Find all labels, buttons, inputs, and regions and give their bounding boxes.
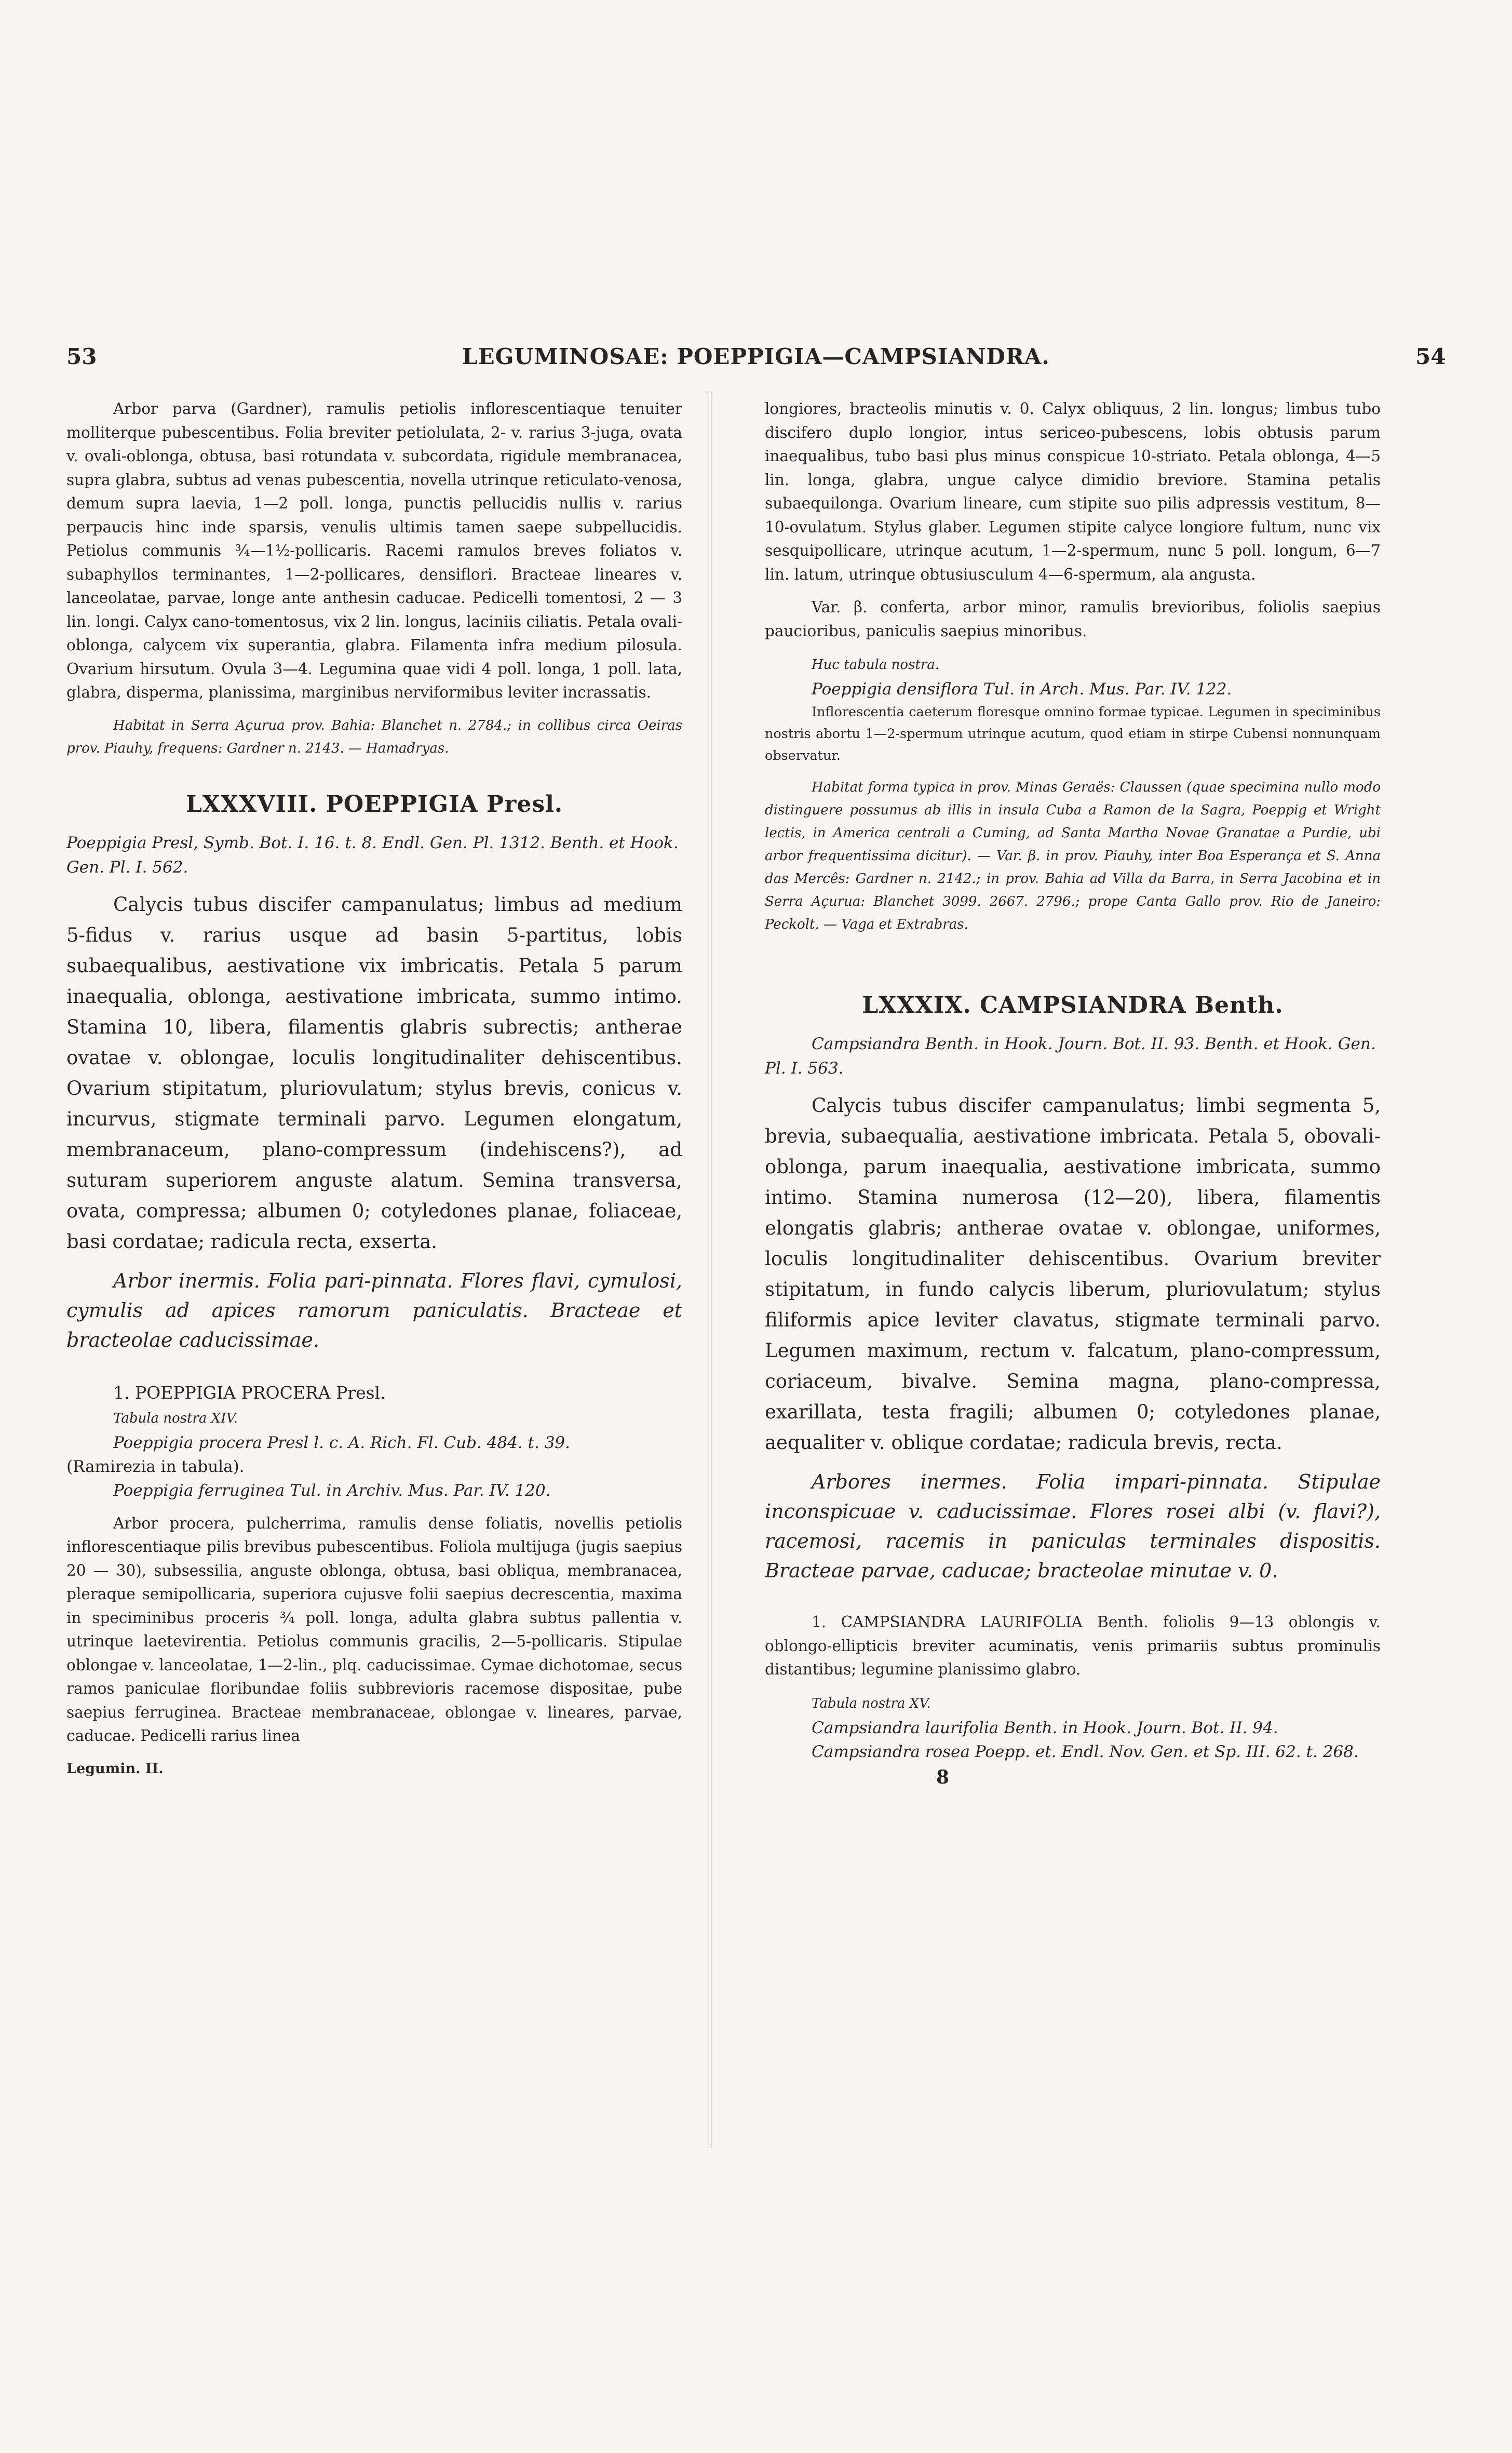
plate-reference: Huc tabula nostra. [812, 657, 940, 673]
species-heading: 1. POEPPIGIA PROCERA Presl. [113, 1382, 386, 1403]
synonym-line: Poeppigia densiflora Tul. in Arch. Mus. Par. IV. 122. [812, 680, 1232, 699]
habitat-note: Habitat forma typica in prov. Minas Geraës: Claussen (quae specimina nullo modo distinguere possumus ab illis in insula Cuba a Ramon de la Sagra, Poeppig et Wright lectis, in America centrali a Cuming, ad Santa Martha Novae Granatae a Purdie, ubi arbor frequentissima dicitur). — Var. β. in prov. Piauhy, inter Boa Esperança et S. Anna das Mercês: Gardner n. 2142.; in prov. Bahia ad Villa da Barra, in Serra Jacobina et in Serra Açurua: Blanchet 3099. 2667. 2796.; prope Canta Gallo prov. Rio de Janeiro: Peckolt. — Vaga et Extrabras. [765, 780, 1381, 932]
habitat-note: Habitat in Serra Açurua prov. Bahia: Blanchet n. 2784.; in collibus circa Oeiras prov. Piauhy, frequens: Gardner n. 2143. — Hamadryas. [66, 717, 682, 756]
synonym-line: Poeppigia procera Presl l. c. A. Rich. Fl. Cub. 484. t. 39. [113, 1433, 570, 1452]
paragraph-description: Arbor parva (Gardner), ramulis petiolis inflorescentiaque tenuiter molliterque pubescentibus. Folia breviter petiolulata, 2- v. rarius 3-juga, ovata v. ovali-oblonga, obtusa, basi rotundata v. subcordata, rigidule membranacea, supra glabra, subtus ad venas pubescentia, novella utrinque reticulato-venosa, demum supra laevia, 1—2 poll. longa, punctis pellucidis nullis v. rarius perpaucis hinc inde sparsis, venulis ultimis tamen saepe subpellucidis. Petiolus communis ¾—1½-pollicaris. Racemi ramulos breves foliatos v. subaphyllos terminantes, 1—2-pollicares, densiflori. Bracteae lineares v. lanceolatae, parvae, longe ante anthesin caducae. Pedicelli tomentosi, 2 — 3 lin. longi. Calyx cano-tomentosus, vix 2 lin. longus, laciniis ciliatis. Petala ovali-oblonga, calycem vix superantia, glabra. Filamenta infra medium pilosula. Ovarium hirsutum. Ovula 3—4. Legumina quae vidi 4 poll. longa, 1 poll. lata, glabra, disperma, planissima, marginibus nerviformibus leviter incrassatis. [66, 400, 682, 701]
plate-reference: Tabula nostra XV. [812, 1695, 931, 1711]
genus-habit: Arbores inermes. Folia impari-pinnata. Stipulae inconspicuae v. caducissimae. Flores rosei albi (v. flavi?), racemosi, racemis in paniculas terminales dispositis. Bracteae parvae, caducae; bracteolae minutae v. 0. [765, 1470, 1381, 1582]
page-number-right: 54 [1415, 344, 1446, 369]
plate-reference: Tabula nostra XIV. [113, 1410, 238, 1426]
genus-citation: Campsiandra Benth. in Hook. Journ. Bot. II. 93. Benth. et Hook. Gen. Pl. I. 563. [765, 1035, 1376, 1078]
species-description: Arbor procera, pulcherrima, ramulis dense foliatis, novellis petiolis inflorescentiaque pilis brevibus pubescentibus. Foliola multijuga (jugis saepius 20 — 30), subsessilia, anguste oblonga, obtusa, basi obliqua, membranacea, pleraque semipollicaria, superiora cujusve folii saepius decrescentia, maxima in speciminibus proceris ¾ poll. longa, adulta glabra subtus pallentia v. utrinque laetevirentia. Petiolus communis gracilis, 2—5-pollicaris. Stipulae oblongae v. lanceolatae, 1—2-lin., plq. caducissimae. Cymae dichotomae, secus ramos paniculae floribundae foliis subbrevioris racemose dispositae, pube saepius ferruginea. Bracteae membranaceae, oblongae v. lineares, parvae, caducae. Pedicelli rarius linea [66, 1514, 682, 1745]
paragraph-continuation: longiores, bracteolis minutis v. 0. Calyx obliquus, 2 lin. longus; limbus tubo discifero duplo longior, intus sericeo-pubescens, lobis obtusis parum inaequalibus, tubo basi plus minus conspicue 10-striato. Petala oblonga, 4—5 lin. longa, glabra, ungue calyce dimidio breviore. Stamina petalis subaequilonga. Ovarium lineare, cum stipite suo pilis adpressis vestitum, 8—10-ovulatum. Stylus glaber. Legumen stipite calyce longiore fultum, nunc vix sesquipollicare, utrinque acutum, 1—2-spermum, nunc 5 poll. longum, 6—7 lin. latum, utrinque obtusiusculum 4—6-spermum, ala angusta. [765, 400, 1381, 583]
genus-habit: Arbor inermis. Folia pari-pinnata. Flores flavi, cymulosi, cymulis ad apices ramorum paniculatis. Bracteae et bracteolae caducissimae. [66, 1269, 682, 1351]
genus-heading-campsiandra: LXXXIX. CAMPSIANDRA Benth. [862, 992, 1284, 1018]
variety-description: Var. β. conferta, arbor minor, ramulis brevioribus, foliolis saepius paucioribus, paniculis saepius minoribus. [765, 598, 1381, 640]
running-header: LEGUMINOSAE: POEPPIGIA—CAMPSIANDRA. [462, 344, 1050, 369]
page-number-left: 53 [66, 344, 97, 369]
genus-description: Calycis tubus discifer campanulatus; limbi segmenta 5, brevia, subaequalia, aestivatione imbricata. Petala 5, obovali-oblonga, parum inaequalia, aestivatione imbricata, summo intimo. Stamina numerosa (12—20), libera, filamentis elongatis glabris; antherae ovatae v. oblongae, uniformes, loculis longitudinaliter dehiscentibus. Ovarium breviter stipitatum, in fundo calycis liberum, pluriovulatum; stylus filiformis apice leviter clavatus, stigmate terminali parvo. Legumen maximum, rectum v. falcatum, plano-compressum, coriaceum, bivalve. Semina magna, plano-compressa, exarillata, testa fragili; albumen 0; cotyledones planae, aequaliter v. oblique cordatae; radicula brevis, recta. [765, 1094, 1381, 1454]
species-heading: 1. CAMPSIANDRA LAURIFOLIA Benth. foliolis 9—13 oblongis v. oblongo-ellipticis breviter acuminatis, venis primariis subtus prominulis distantibus; legumine planissimo glabro. [765, 1613, 1381, 1678]
column-divider [709, 392, 711, 2148]
left-column [66, 397, 682, 1780]
synonym-line: Campsiandra laurifolia Benth. in Hook. Journ. Bot. II. 94. [812, 1718, 1278, 1737]
signature-mark: Legumin. II. [66, 1760, 164, 1777]
right-column [765, 397, 1381, 1791]
signature-number: 8 [936, 1766, 950, 1788]
genus-citation: Poeppigia Presl, Symb. Bot. I. 16. t. 8. Endl. Gen. Pl. 1312. Benth. et Hook. Gen. Pl. I. 562. [66, 833, 679, 877]
synonym-line: (Ramirezia in tabula). [66, 1457, 245, 1476]
synonym-line: Campsiandra rosea Poepp. et. Endl. Nov. Gen. et Sp. III. 62. t. 268. [812, 1742, 1359, 1761]
variety-note: Inflorescentia caeterum floresque omnino formae typicae. Legumen in speciminibus nostris abortu 1—2-spermum utrinque acutum, quod etiam in stirpe Cubensi nonnunquam observatur. [765, 704, 1381, 763]
genus-description: Calycis tubus discifer campanulatus; limbus ad medium 5-fidus v. rarius usque ad basin 5-partitus, lobis subaequalibus, aestivatione vix imbricatis. Petala 5 parum inaequalia, oblonga, aestivatione imbricata, summo intimo. Stamina 10, libera, filamentis glabris subrectis; antherae ovatae v. oblongae, loculis longitudinaliter dehiscentibus. Ovarium stipitatum, pluriovulatum; stylus brevis, conicus v. incurvus, stigmate terminali parvo. Legumen elongatum, membranaceum, plano-compressum (indehiscens?), ad suturam superiorem anguste alatum. Semina transversa, ovata, compressa; albumen 0; cotyledones planae, foliaceae, basi cordatae; radicula recta, exserta. [66, 893, 682, 1253]
genus-heading-poeppigia: LXXXVIII. POEPPIGIA Presl. [185, 790, 563, 817]
synonym-line: Poeppigia ferruginea Tul. in Archiv. Mus. Par. IV. 120. [113, 1481, 551, 1500]
